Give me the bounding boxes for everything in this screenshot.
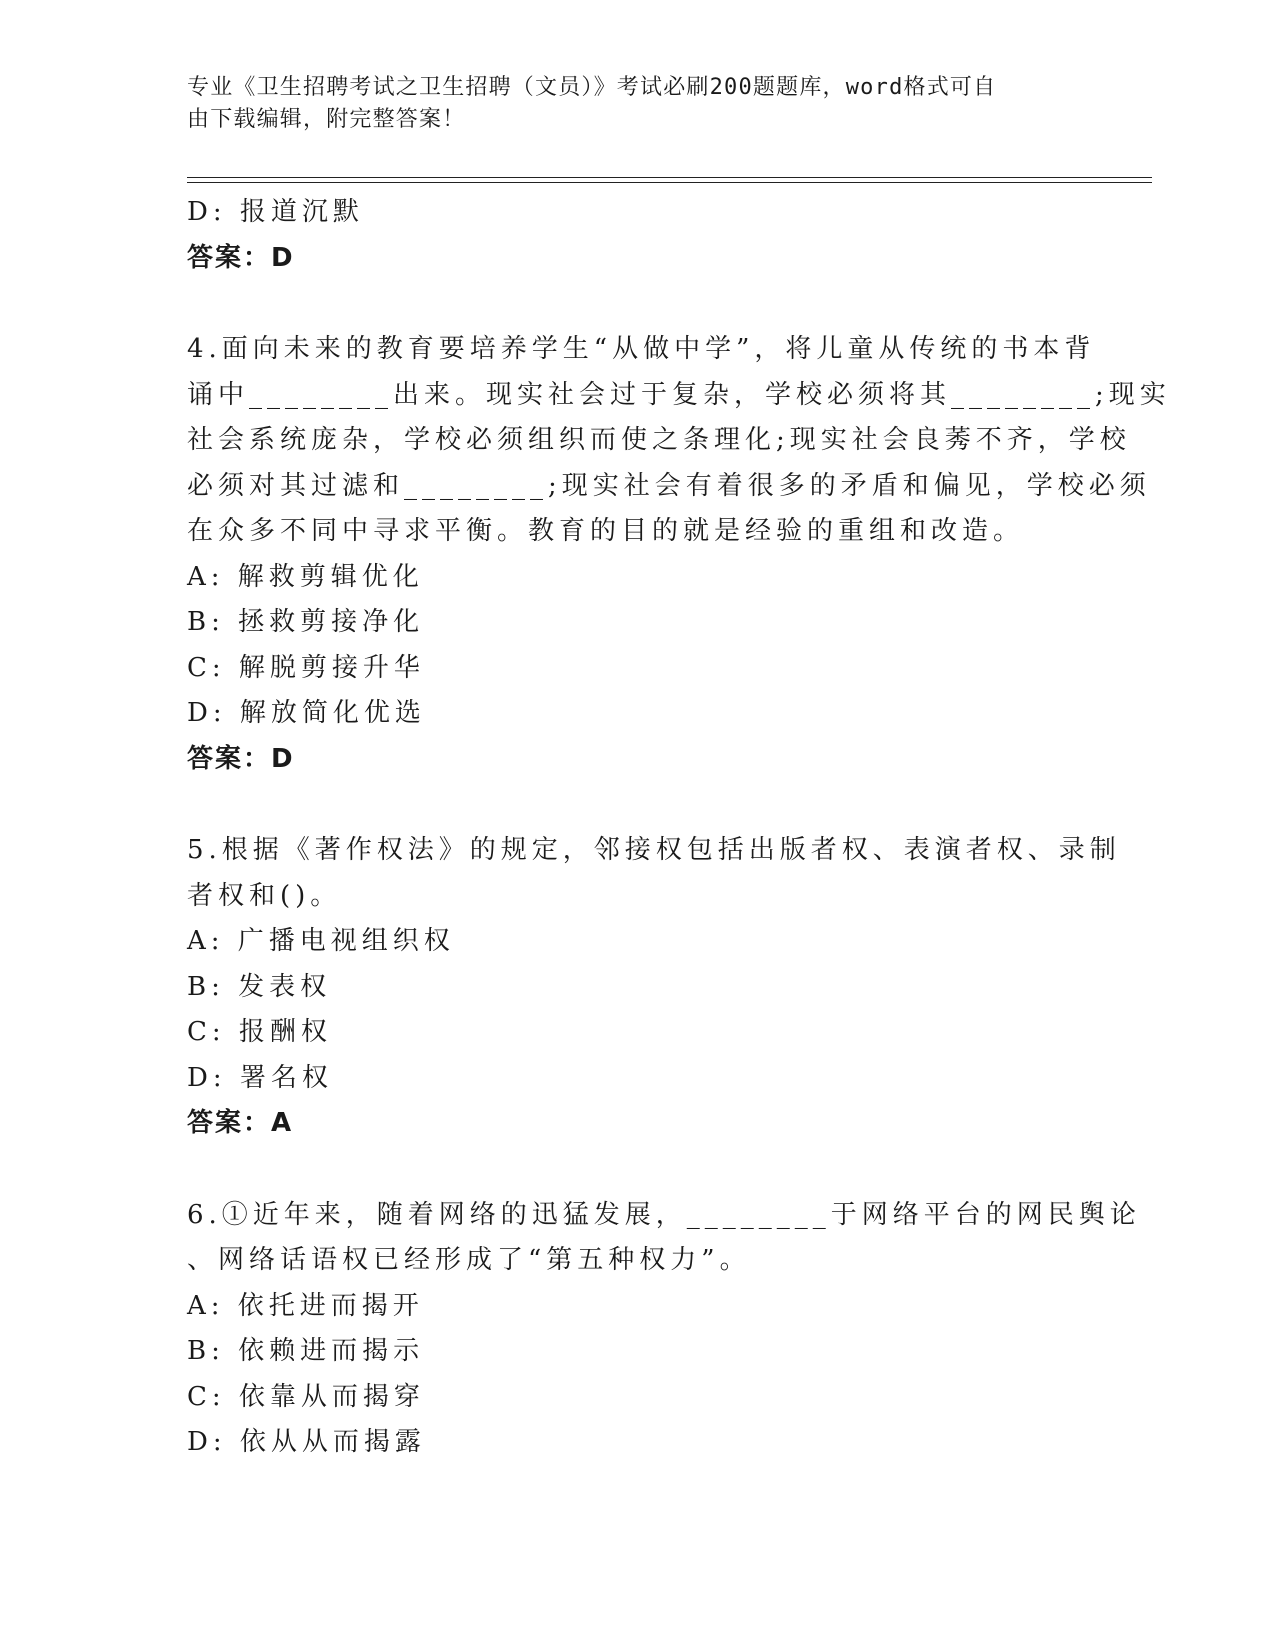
option-b: B: 依赖进而揭示 <box>187 1336 425 1366</box>
option-c: C: 依靠从而揭穿 <box>187 1381 425 1412</box>
answer-label: 答案：D <box>187 743 295 774</box>
spacer <box>187 281 1087 327</box>
header-divider-top <box>187 177 1152 178</box>
header-line-2: 由下载编辑，附完整答案！ <box>187 107 466 132</box>
option-b: B: 发表权 <box>187 971 332 1002</box>
option-d: D: 报道沉默 <box>187 197 364 227</box>
page-header <box>187 72 1067 136</box>
option-b: B: 拯救剪接净化 <box>187 607 425 637</box>
question-text-line: 4.面向未来的教育要培养学生“从做中学”，将儿童从传统的书本背 <box>187 334 1096 364</box>
answer-label: 答案：D <box>187 242 295 273</box>
question-text-line: 诵中________出来。现实社会过于复杂，学校必须将其________;现实 <box>187 379 1171 410</box>
option-d: D: 解放简化优选 <box>187 698 426 728</box>
question-text-line: 6.①近年来，随着网络的迅猛发展，________于网络平台的网民舆论 <box>187 1199 1141 1230</box>
option-d: D: 署名权 <box>187 1062 333 1093</box>
question-4 <box>187 327 1171 782</box>
question-5 <box>187 828 1121 1147</box>
document-body <box>187 190 1171 1466</box>
question-text-line: 社会系统庞杂，学校必须组织而使之条理化;现实社会良莠不齐，学校 <box>187 425 1131 455</box>
question-text-line: 者权和()。 <box>187 880 342 911</box>
option-a: A: 广播电视组织权 <box>187 926 455 956</box>
question-text-line: 、网络话语权已经形成了“第五种权力”。 <box>187 1245 751 1275</box>
question-text-line: 必须对其过滤和________;现实社会有着很多的矛盾和偏见，学校必须 <box>187 470 1151 501</box>
option-c: C: 解脱剪接升华 <box>187 652 425 683</box>
question-6 <box>187 1193 1141 1466</box>
option-d: D: 依从从而揭露 <box>187 1427 426 1457</box>
option-c: C: 报酬权 <box>187 1017 332 1047</box>
option-a: A: 解救剪辑优化 <box>187 561 424 592</box>
answer-label: 答案：A <box>187 1108 294 1138</box>
option-a: A: 依托进而揭开 <box>187 1290 424 1321</box>
spacer <box>187 1147 1087 1193</box>
header-line-1: 专业《卫生招聘考试之卫生招聘（文员）》考试必刷200题题库，word格式可自 <box>187 75 997 100</box>
question-3-tail <box>187 190 1087 281</box>
spacer <box>187 782 1087 828</box>
question-text-line: 5.根据《著作权法》的规定，邻接权包括出版者权、表演者权、录制 <box>187 835 1121 865</box>
header-divider-bottom <box>187 182 1152 183</box>
question-text-line: 在众多不同中寻求平衡。教育的目的就是经验的重组和改造。 <box>187 516 1025 546</box>
